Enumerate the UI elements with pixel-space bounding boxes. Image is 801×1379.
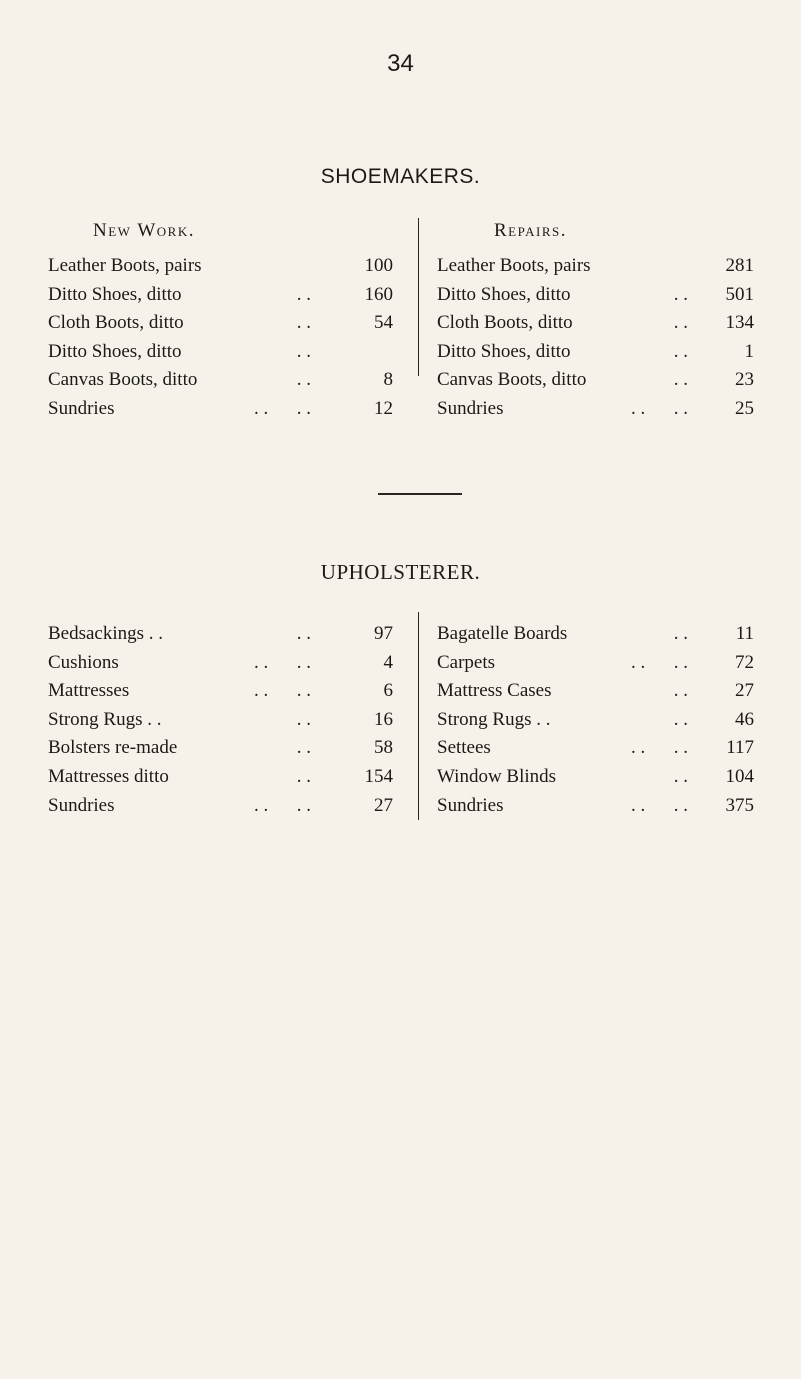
row-value: 25	[735, 398, 754, 419]
row-value: 58	[374, 737, 393, 759]
table-row	[48, 734, 393, 762]
table-row	[437, 281, 754, 309]
row-label: Sundries	[437, 398, 504, 419]
table-row	[437, 792, 754, 820]
table-row	[437, 395, 754, 423]
row-leader-dots: . . . .	[631, 651, 688, 673]
row-label: Strong Rugs . .	[437, 708, 551, 730]
row-leader-dots: . . . .	[631, 398, 688, 419]
row-value: 4	[383, 651, 393, 673]
row-label: Canvas Boots, ditto	[437, 369, 587, 391]
row-value: 11	[735, 623, 754, 644]
row-value: 97	[374, 623, 393, 644]
row-label: Sundries	[437, 794, 504, 816]
row-value: 501	[725, 283, 754, 305]
row-label: Mattress Cases	[437, 680, 552, 702]
table-row	[48, 706, 393, 734]
table-row	[48, 309, 393, 337]
row-leader-dots: . .	[673, 340, 688, 362]
row-leader-dots: . .	[673, 708, 688, 730]
row-leader-dots: . .	[673, 766, 688, 787]
table-row	[48, 395, 393, 423]
table-row	[437, 366, 754, 394]
table-row	[48, 338, 393, 366]
row-label: Ditto Shoes, ditto	[437, 283, 571, 305]
shoemakers-column-divider	[418, 218, 419, 376]
table-row	[437, 734, 754, 762]
row-value: 6	[383, 680, 393, 702]
section-divider	[378, 493, 462, 495]
row-leader-dots: . .	[296, 708, 311, 730]
row-value: 375	[725, 794, 754, 816]
row-value: 16	[374, 708, 393, 730]
table-row	[48, 281, 393, 309]
row-label: Cloth Boots, ditto	[48, 312, 184, 334]
row-label: Bagatelle Boards	[437, 623, 568, 644]
table-row	[437, 338, 754, 366]
table-row	[48, 252, 393, 280]
row-leader-dots: . .	[296, 766, 311, 787]
row-value: 160	[364, 283, 393, 305]
shoemakers-title: SHOEMAKERS.	[320, 165, 481, 188]
table-row	[437, 763, 754, 791]
row-value: 27	[374, 794, 393, 816]
row-leader-dots: . .	[673, 680, 688, 702]
row-value: 134	[725, 312, 754, 334]
row-value: 104	[725, 766, 754, 787]
row-value: 100	[364, 255, 393, 276]
row-value: 23	[735, 369, 754, 391]
upholsterer-column-divider	[418, 612, 419, 820]
row-leader-dots: . . . .	[254, 398, 311, 419]
repairs-heading: Repairs.	[494, 220, 568, 241]
row-leader-dots: . .	[296, 737, 311, 759]
row-value: 46	[735, 708, 754, 730]
row-label: Ditto Shoes, ditto	[437, 340, 571, 362]
row-value: 8	[383, 369, 393, 391]
table-row	[437, 649, 754, 677]
table-row	[437, 706, 754, 734]
table-row	[48, 763, 393, 791]
row-label: Leather Boots, pairs	[48, 255, 202, 276]
row-leader-dots: . .	[296, 369, 311, 391]
new-work-heading: New Work.	[93, 220, 195, 241]
row-label: Ditto Shoes, ditto	[48, 283, 182, 305]
row-label: Mattresses ditto	[48, 766, 169, 787]
row-leader-dots: . .	[673, 623, 688, 644]
page-number: 34	[387, 50, 414, 77]
row-leader-dots: . .	[673, 312, 688, 334]
row-label: Cushions	[48, 651, 119, 673]
row-leader-dots: . .	[296, 283, 311, 305]
row-label: Strong Rugs . .	[48, 708, 162, 730]
table-row	[48, 620, 393, 648]
table-row	[48, 792, 393, 820]
row-leader-dots: . . . .	[254, 651, 311, 673]
row-label: Ditto Shoes, ditto	[48, 340, 182, 362]
row-label: Bedsackings . .	[48, 623, 164, 644]
row-value: 281	[725, 255, 754, 276]
row-value: 1	[744, 340, 754, 362]
row-label: Sundries	[48, 794, 115, 816]
table-row	[437, 252, 754, 280]
row-label: Carpets	[437, 651, 496, 673]
row-label: Settees	[437, 737, 491, 759]
row-leader-dots: . . . .	[254, 680, 311, 702]
row-leader-dots: . .	[296, 340, 311, 362]
row-label: Bolsters re-made	[48, 737, 178, 759]
row-leader-dots: . .	[296, 312, 311, 334]
row-label: Canvas Boots, ditto	[48, 369, 198, 391]
row-label: Sundries	[48, 398, 115, 419]
row-value: 154	[364, 766, 393, 787]
row-leader-dots: . .	[673, 283, 688, 305]
table-row	[48, 366, 393, 394]
row-value: 117	[726, 737, 754, 759]
row-leader-dots: . . . .	[254, 794, 311, 816]
table-row	[437, 620, 754, 648]
row-value: 54	[374, 312, 393, 334]
row-value: 12	[374, 398, 393, 419]
row-value: 27	[735, 680, 754, 702]
row-label: Window Blinds	[437, 766, 557, 787]
row-label: Cloth Boots, ditto	[437, 312, 573, 334]
table-row	[48, 677, 393, 705]
row-leader-dots: . . . .	[631, 737, 688, 759]
row-label: Mattresses	[48, 680, 130, 702]
table-row	[48, 649, 393, 677]
row-value: 72	[735, 651, 754, 673]
table-row	[437, 677, 754, 705]
row-leader-dots: . .	[673, 369, 688, 391]
upholsterer-title: UPHOLSTERER.	[320, 560, 481, 584]
row-label: Leather Boots, pairs	[437, 255, 591, 276]
table-row	[437, 309, 754, 337]
row-leader-dots: . . . .	[631, 794, 688, 816]
row-leader-dots: . .	[296, 623, 311, 644]
